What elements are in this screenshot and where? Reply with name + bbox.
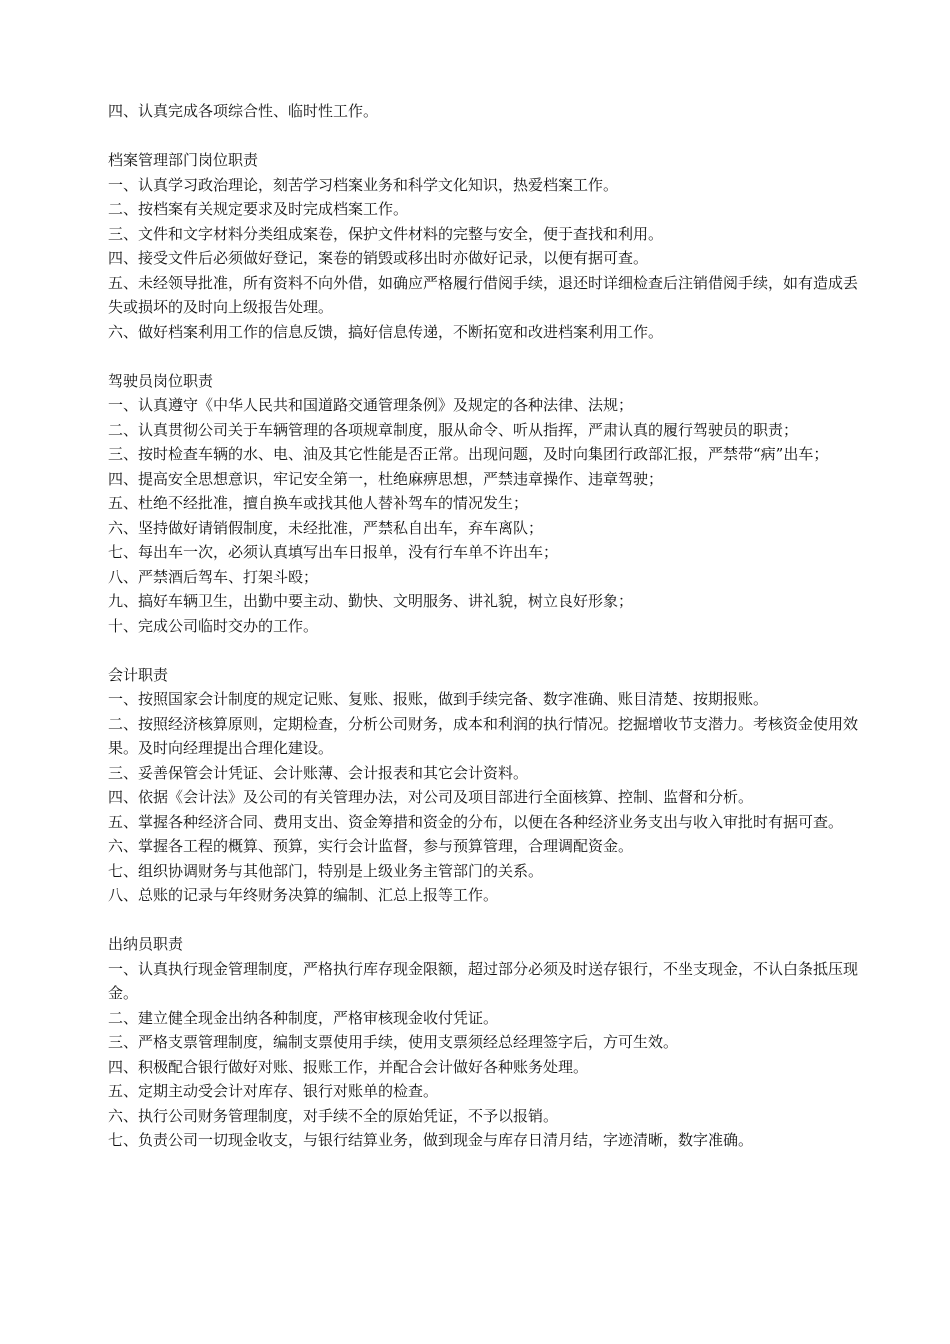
list-item: 七、每出车一次，必须认真填写出车日报单，没有行车单不许出车； (108, 543, 559, 561)
list-item: 八、严禁酒后驾车、打架斗殴； (108, 567, 319, 586)
list-item: 三、妥善保管会计凭证、会计账薄、会计报表和其它会计资料。 (108, 763, 529, 782)
intro-line: 四、认真完成各项综合性、临时性工作。 (108, 102, 379, 120)
section-gap (108, 638, 863, 663)
list-item: 六、做好档案利用工作的信息反馈，搞好信息传递，不断拓宽和改进档案利用工作。 (108, 322, 664, 341)
list-item: 一、认真学习政治理论，刻苦学习档案业务和科学文化知识，热爱档案工作。 (108, 175, 619, 194)
list-item: 四、积极配合银行做好对账、报账工作，并配合会计做好各种账务处理。 (108, 1057, 589, 1076)
list-item: 六、坚持做好请销假制度，未经批准，严禁私自出车，弃车离队； (108, 518, 544, 537)
list-item: 七、负责公司一切现金收支，与银行结算业务，做到现金与库存日清月结，字迹清晰，数字准确。 (108, 1131, 754, 1149)
list-item: 五、掌握各种经济合同、费用支出、资金筹措和资金的分布，以便在各种经济业务支出与收入审批时有据可查。 (108, 812, 844, 831)
section-gap (108, 124, 863, 149)
list-item: 四、依据《会计法》及公司的有关管理办法，对公司及项目部进行全面核算、控制、监督和分析。 (108, 788, 754, 806)
list-item: 一、认真遵守《中华人民共和国道路交通管理条例》及规定的各种法律、法规； (108, 396, 634, 414)
list-item: 七、组织协调财务与其他部门，特别是上级业务主管部门的关系。 (108, 861, 544, 880)
section-title: 档案管理部门岗位职责 (108, 151, 259, 169)
list-item: 五、未经领导批准，所有资料不向外借，如确应严格履行借阅手续，退还时详细检查后注销借阅手续，如有造成丢失或损坏的及时向上级报告处理。 (108, 273, 859, 316)
section-driver-duties (108, 369, 863, 639)
list-item: 四、提高安全思想意识，牢记安全第一，杜绝麻痹思想，严禁违章操作、违章驾驶； (108, 469, 664, 488)
list-item: 二、建立健全现金出纳各种制度，严格审核现金收付凭证。 (108, 1008, 499, 1027)
section-archive-duties (108, 148, 863, 344)
list-item: 八、总账的记录与年终财务决算的编制、汇总上报等工作。 (108, 886, 499, 904)
list-item: 五、定期主动受会计对库存、银行对账单的检查。 (108, 1082, 439, 1100)
section-title: 出纳员职责 (108, 935, 184, 953)
section-title: 会计职责 (108, 665, 169, 684)
list-item: 十、完成公司临时交办的工作。 (108, 616, 319, 635)
list-item: 三、严格支票管理制度，编制支票使用手续，使用支票须经总经理签字后，方可生效。 (108, 1033, 679, 1051)
list-item: 九、搞好车辆卫生，出勤中要主动、勤快、文明服务、讲礼貌，树立良好形象； (108, 592, 634, 610)
list-item: 三、按时检查车辆的水、电、油及其它性能是否正常。出现问题，及时向集团行政部汇报，严禁带“病”出车； (108, 445, 829, 463)
section-accountant-duties (108, 663, 863, 908)
section-gap (108, 908, 863, 933)
document-page (108, 99, 863, 1153)
list-item: 六、掌握各工程的概算、预算，实行会计监督，参与预算管理，合理调配资金。 (108, 837, 634, 855)
list-item: 一、认真执行现金管理制度，严格执行库存现金限额，超过部分必须及时送存银行，不坐支现金，不认白条抵压现金。 (108, 959, 859, 1002)
section-cashier-duties (108, 932, 863, 1153)
list-item: 一、按照国家会计制度的规定记账、复账、报账，做到手续完备、数字准确、账目清楚、按期报账。 (108, 690, 769, 708)
list-item: 二、按档案有关规定要求及时完成档案工作。 (108, 200, 409, 218)
list-item: 六、执行公司财务管理制度，对手续不全的原始凭证，不予以报销。 (108, 1106, 559, 1125)
section-title: 驾驶员岗位职责 (108, 371, 214, 390)
list-item: 四、接受文件后必须做好登记，案卷的销毁或移出时亦做好记录，以便有据可查。 (108, 249, 649, 267)
list-item: 二、认真贯彻公司关于车辆管理的各项规章制度，服从命令、听从指挥，严肃认真的履行驾驶员的职责； (108, 420, 799, 439)
list-item: 五、杜绝不经批准，擅自换车或找其他人替补驾车的情况发生； (108, 494, 529, 512)
list-item: 三、文件和文字材料分类组成案卷，保护文件材料的完整与安全，便于查找和利用。 (108, 224, 664, 243)
section-gap (108, 344, 863, 369)
list-item: 二、按照经济核算原则，定期检查，分析公司财务，成本和利润的执行情况。挖掘增收节支潜力。考核资金使用效果。及时向经理提出合理化建设。 (108, 714, 859, 757)
